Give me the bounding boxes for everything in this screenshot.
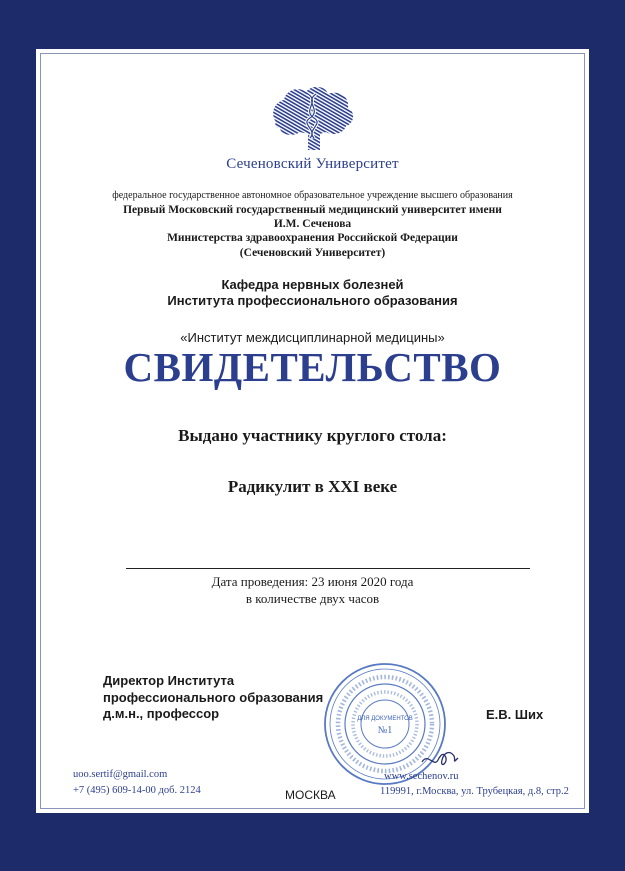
department-line: Кафедра нервных болезней [221,277,404,292]
director-line: д.м.н., профессор [103,706,220,721]
name-underline [126,568,530,569]
bottom-frame-band [0,813,625,871]
signer-name: Е.В. Ших [486,707,544,722]
organization-line: (Сеченовский Университет) [239,247,386,259]
tree-dna-logo-icon [268,84,358,152]
organization-line: Министерства здравоохранения Российской Федерации [167,232,458,244]
department-line: Института профессионального образования [167,293,458,308]
university-logo-name: Сеченовский Университет [226,156,399,172]
director-title [103,673,323,723]
website-link[interactable]: www.sechenov.ru [384,771,459,782]
organization-subtitle: федеральное государственное автономное образовательное учреждение высшего образования [112,190,513,201]
event-hours: в количестве двух часов [245,591,380,606]
top-frame-band [0,0,625,49]
event-date: Дата проведения: 23 июня 2020 года [211,574,414,589]
stamp-caption: ДЛЯ ДОКУМЕНТОВ [357,716,413,722]
issued-text: Выдано участнику круглого стола: [178,426,447,445]
project-name: «Институт междисциплинарной медицины» [180,330,445,345]
director-line: Директор Института [103,673,235,688]
stamp-number: №1 [377,725,393,736]
postal-address: 119991, г.Москва, ул. Трубецкая, д.8, стр.2 [380,786,569,797]
city-name: МОСКВА [285,788,336,802]
event-title: Радикулит в XXI веке [227,477,398,496]
contact-email[interactable]: uoo.sertif@gmail.com [73,769,168,780]
handwritten-signature-icon [420,746,460,772]
organization-line: Первый Московский государственный медицинский университет имени [123,204,502,216]
organization-line: И.М. Сеченова [273,218,352,230]
document-title: СВИДЕТЕЛЬСТВО [123,344,502,390]
contact-phone: +7 (495) 609-14-00 доб. 2124 [73,785,201,796]
director-line: профессионального образования [103,689,324,705]
